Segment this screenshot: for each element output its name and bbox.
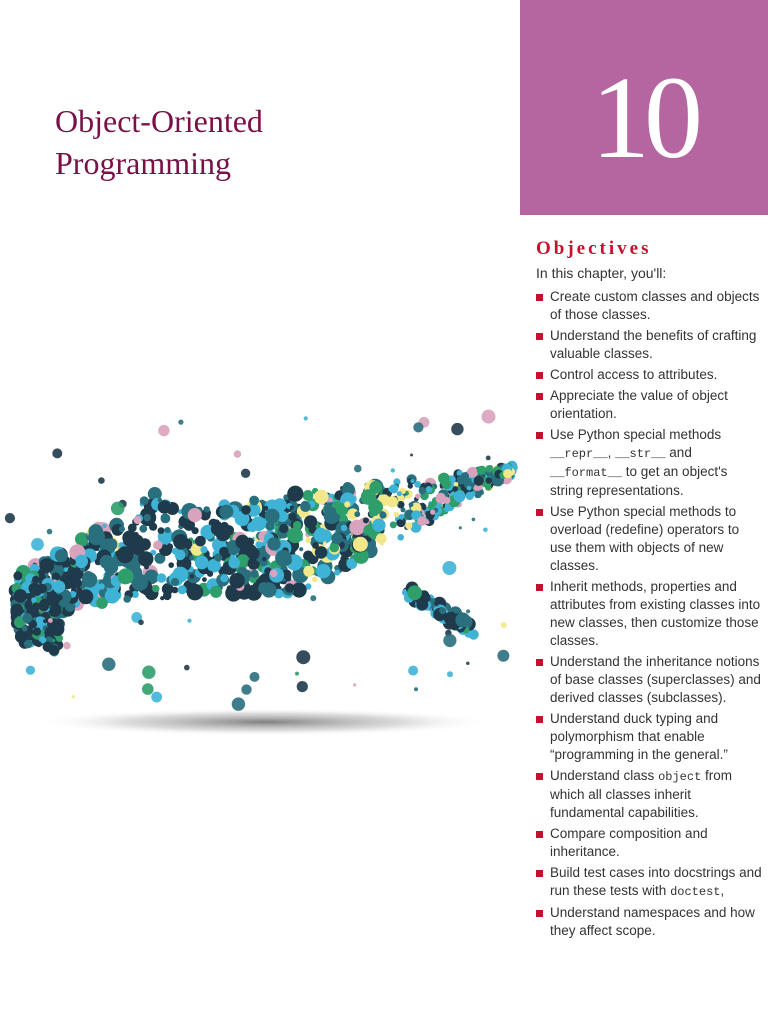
objective-item bbox=[536, 864, 764, 901]
whale-dot bbox=[399, 514, 404, 519]
whale-dot bbox=[138, 620, 144, 626]
objective-item bbox=[536, 327, 764, 363]
whale-dot bbox=[483, 528, 488, 533]
whale-dot bbox=[26, 666, 35, 675]
whale-dot bbox=[190, 574, 195, 579]
whale-dot bbox=[472, 518, 476, 522]
whale-dot bbox=[299, 547, 303, 551]
whale-dot bbox=[234, 450, 242, 458]
whale-dot bbox=[219, 547, 229, 557]
whale-dot bbox=[442, 561, 456, 575]
whale-dot bbox=[468, 629, 478, 639]
code-term: __format__ bbox=[550, 466, 623, 480]
whale-dot bbox=[372, 519, 385, 532]
whale-dot bbox=[503, 469, 512, 478]
objectives-intro: In this chapter, you'll: bbox=[536, 265, 667, 281]
whale-dot bbox=[72, 695, 75, 698]
whale-dot bbox=[482, 410, 496, 424]
whale-dot bbox=[353, 683, 356, 686]
whale-dot bbox=[53, 581, 66, 594]
whale-dot bbox=[171, 578, 179, 586]
whale-dot bbox=[139, 525, 147, 533]
whale-dot bbox=[82, 572, 98, 588]
whale-dot bbox=[88, 528, 105, 545]
whale-dot bbox=[443, 497, 450, 504]
code-term: __str__ bbox=[615, 447, 666, 461]
whale-dot bbox=[184, 665, 190, 671]
whale-dot bbox=[410, 454, 413, 457]
whale-dot bbox=[250, 570, 258, 578]
whale-dot bbox=[75, 555, 88, 568]
whale-dot bbox=[224, 525, 234, 535]
whale-dot bbox=[157, 573, 167, 583]
whale-dot bbox=[229, 573, 245, 589]
whale-dot bbox=[405, 522, 412, 529]
whale-dot bbox=[133, 532, 138, 537]
whale-dot bbox=[419, 487, 427, 495]
whale-dot bbox=[410, 479, 414, 483]
whale-dot bbox=[408, 666, 418, 676]
whale-dot bbox=[389, 484, 398, 493]
objective-item bbox=[536, 767, 764, 822]
objective-text: Understand the inheritance notions of base classes (superclasses) and derived classes (subclasses). bbox=[550, 654, 761, 705]
whale-dot bbox=[312, 577, 318, 583]
objective-text: to get an object's string representations. bbox=[550, 464, 728, 498]
code-term: object bbox=[658, 770, 702, 784]
whale-dot bbox=[497, 650, 509, 662]
objective-text: Understand namespaces and how they affect scope. bbox=[550, 905, 755, 938]
whale-dot bbox=[195, 536, 206, 547]
whale-dot bbox=[235, 535, 249, 549]
whale-dot bbox=[54, 619, 64, 629]
whale-dot bbox=[353, 537, 368, 552]
whale-dot bbox=[265, 509, 280, 524]
whale-dot bbox=[310, 595, 316, 601]
whale-dot bbox=[451, 423, 463, 435]
objective-text: Compare composition and inheritance. bbox=[550, 826, 708, 859]
whale-dot bbox=[354, 465, 362, 473]
whale-dot bbox=[187, 584, 204, 601]
whale-dot bbox=[390, 521, 397, 528]
whale-dot bbox=[304, 416, 308, 420]
objective-item bbox=[536, 366, 764, 384]
whale-dot bbox=[416, 599, 428, 611]
whale-dot bbox=[241, 469, 250, 478]
whale-dot bbox=[14, 589, 28, 603]
whale-dot bbox=[474, 476, 484, 486]
whale-dot bbox=[200, 546, 207, 553]
whale-dot bbox=[31, 538, 44, 551]
whale-dot bbox=[287, 486, 303, 502]
objective-item bbox=[536, 653, 764, 707]
whale-dot bbox=[454, 482, 459, 487]
whale-dot bbox=[172, 587, 179, 594]
whale-dot bbox=[55, 549, 68, 562]
whale-dot bbox=[303, 490, 314, 501]
whale-dot bbox=[267, 537, 280, 550]
whale-dot bbox=[72, 578, 82, 588]
whale-dot bbox=[376, 533, 387, 544]
whale-dot bbox=[105, 538, 117, 550]
whale-dot bbox=[45, 626, 55, 636]
whale-dot bbox=[178, 420, 183, 425]
whale-dot bbox=[78, 589, 93, 604]
whale-dot bbox=[142, 666, 155, 679]
whale-dot bbox=[98, 477, 105, 484]
whale-dot bbox=[387, 496, 398, 507]
objective-item bbox=[536, 904, 764, 940]
whale-dot bbox=[397, 534, 404, 541]
whale-dot bbox=[100, 555, 114, 569]
whale-dot bbox=[98, 583, 104, 589]
whale-dot bbox=[247, 548, 259, 560]
whale-dot bbox=[165, 527, 171, 533]
chapter-title-line2: Programming bbox=[55, 145, 231, 181]
whale-dot bbox=[158, 498, 163, 503]
whale-dot bbox=[434, 601, 439, 606]
whale-dot bbox=[331, 533, 343, 545]
whale-dot bbox=[168, 562, 174, 568]
whale-dot bbox=[232, 697, 245, 710]
whale-dot bbox=[415, 494, 420, 499]
whale-dot bbox=[466, 609, 470, 613]
whale-dot bbox=[262, 557, 266, 561]
whale-dot bbox=[138, 551, 153, 566]
whale-dot bbox=[70, 559, 76, 565]
whale-dot bbox=[314, 528, 328, 542]
whale-dot bbox=[285, 583, 294, 592]
whale-dot bbox=[442, 479, 452, 489]
whale-dot bbox=[459, 526, 462, 529]
whale-dot bbox=[188, 508, 202, 522]
whale-dot bbox=[210, 586, 222, 598]
whale-dot bbox=[43, 619, 47, 623]
whale-dot bbox=[470, 491, 475, 496]
whale-dot bbox=[250, 672, 260, 682]
whale-dot bbox=[290, 505, 294, 509]
whale-dot bbox=[143, 514, 151, 522]
objective-text: Understand duck typing and polymorphism that enable “programming in the general.” bbox=[550, 711, 728, 762]
whale-dot bbox=[5, 513, 15, 523]
whale-dot bbox=[247, 522, 257, 532]
whale-dot bbox=[367, 537, 372, 542]
whale-dot bbox=[270, 570, 278, 578]
whale-dot bbox=[161, 514, 171, 524]
whale-dot bbox=[47, 529, 53, 535]
objective-item bbox=[536, 710, 764, 764]
whale-dot bbox=[439, 607, 446, 614]
whale-dot bbox=[187, 619, 191, 623]
whale-dot bbox=[414, 687, 418, 691]
whale-dot bbox=[295, 672, 299, 676]
objective-item bbox=[536, 387, 764, 423]
whale-dot bbox=[102, 524, 106, 528]
objective-text: Inherit methods, properties and attributes from existing classes into new classes, then customize those classes. bbox=[550, 579, 761, 648]
whale-dot bbox=[158, 527, 165, 534]
objectives-heading: Objectives bbox=[536, 238, 652, 259]
whale-dot bbox=[363, 517, 369, 523]
whale-dot bbox=[204, 506, 210, 512]
whale-dot bbox=[249, 560, 257, 568]
whale-dot bbox=[417, 516, 427, 526]
objectives-list bbox=[536, 288, 764, 943]
whale-dot bbox=[397, 491, 402, 496]
whale-dot bbox=[96, 597, 108, 609]
whale-dot bbox=[249, 496, 259, 506]
whale-dot bbox=[47, 595, 58, 606]
whale-dot bbox=[361, 489, 377, 505]
objective-text: , bbox=[607, 445, 616, 460]
whale-dot bbox=[413, 422, 423, 432]
whale-dot bbox=[407, 585, 422, 600]
objective-item bbox=[536, 288, 764, 324]
whale-dot bbox=[461, 472, 469, 480]
whale-dot bbox=[142, 683, 154, 695]
whale-dot bbox=[32, 576, 40, 584]
whale-dot bbox=[163, 592, 172, 601]
objective-text: Understand class bbox=[550, 768, 659, 783]
whale-dot bbox=[301, 501, 310, 510]
whale-dot bbox=[444, 612, 457, 625]
chapter-title bbox=[55, 100, 263, 184]
whale-dot bbox=[111, 502, 125, 516]
whale-dot bbox=[467, 486, 472, 491]
objective-text: Appreciate the value of object orientation. bbox=[550, 388, 728, 421]
whale-dot bbox=[202, 577, 207, 582]
whale-dot bbox=[153, 541, 162, 550]
objective-text: Use Python special methods bbox=[550, 427, 722, 442]
objective-item bbox=[536, 426, 764, 500]
whale-dot bbox=[380, 512, 387, 519]
whale-dot bbox=[354, 511, 360, 517]
whale-dot bbox=[341, 525, 347, 531]
whale-dot bbox=[414, 481, 421, 488]
whale-dot bbox=[38, 601, 49, 612]
whale-dot bbox=[219, 505, 233, 519]
whale-dot bbox=[486, 456, 491, 461]
whale-dot-illustration bbox=[0, 400, 520, 740]
whale-dot bbox=[152, 585, 159, 592]
whale-dot bbox=[447, 671, 453, 677]
whale-dot bbox=[29, 583, 40, 594]
objective-item bbox=[536, 503, 764, 575]
whale-dot bbox=[397, 519, 403, 525]
whale-dot bbox=[241, 505, 251, 515]
whale-dot bbox=[304, 515, 317, 528]
objective-text: Build test cases into docstrings and run these tests with bbox=[550, 865, 762, 898]
whale-dot bbox=[275, 550, 292, 567]
whale-dot bbox=[349, 520, 365, 536]
whale-shadow bbox=[35, 708, 495, 736]
code-term: doctest bbox=[670, 885, 721, 899]
whale-dot bbox=[486, 477, 493, 484]
whale-dot bbox=[485, 465, 492, 472]
whale-dot bbox=[134, 516, 142, 524]
whale-dot bbox=[391, 468, 395, 472]
whale-dot bbox=[173, 534, 188, 549]
whale-dot bbox=[24, 640, 33, 649]
whale-dot bbox=[261, 582, 276, 597]
whale-dot bbox=[287, 527, 303, 543]
whale-dot bbox=[195, 556, 209, 570]
chapter-title-line1: Object-Oriented bbox=[55, 103, 263, 139]
whale-dot bbox=[52, 448, 62, 458]
whale-dot bbox=[409, 502, 414, 507]
whale-dot bbox=[31, 597, 36, 602]
whale-dot bbox=[228, 557, 240, 569]
whale-dot bbox=[430, 510, 435, 515]
whale-dot bbox=[123, 595, 131, 603]
whale-dot bbox=[13, 571, 22, 580]
whale-dot bbox=[253, 583, 259, 589]
whale-dot bbox=[394, 512, 400, 518]
whale-dot bbox=[118, 568, 134, 584]
whale-dot bbox=[33, 628, 41, 636]
whale-dot bbox=[63, 642, 71, 650]
whale-dot bbox=[36, 641, 42, 647]
whale-dot bbox=[444, 506, 450, 512]
whale-dot bbox=[334, 570, 340, 576]
whale-dot bbox=[479, 490, 484, 495]
whale-dot bbox=[443, 634, 456, 647]
whale-dot bbox=[10, 604, 23, 617]
code-term: __repr__ bbox=[550, 447, 608, 461]
whale-dot bbox=[454, 490, 466, 502]
whale-dot bbox=[452, 486, 458, 492]
whale-dot bbox=[316, 564, 330, 578]
whale-dot bbox=[455, 613, 470, 628]
whale-dot bbox=[328, 498, 333, 503]
whale-dot bbox=[220, 574, 228, 582]
whale-dot bbox=[501, 622, 507, 628]
whale-dot bbox=[314, 490, 329, 505]
whale-dot bbox=[477, 466, 486, 475]
whale-dot bbox=[255, 541, 262, 548]
whale-dot bbox=[178, 585, 187, 594]
whale-dot bbox=[241, 684, 251, 694]
objective-item bbox=[536, 825, 764, 861]
whale-dot bbox=[344, 501, 350, 507]
whale-dot bbox=[279, 524, 288, 533]
whale-dot bbox=[48, 618, 53, 623]
objective-text: Control access to attributes. bbox=[550, 367, 718, 382]
objective-text: Create custom classes and objects of those classes. bbox=[550, 289, 760, 322]
objective-text: and bbox=[665, 445, 692, 460]
whale-dot bbox=[140, 496, 149, 505]
whale-dot bbox=[158, 425, 169, 436]
chapter-number: 10 bbox=[591, 52, 697, 183]
whale-dot bbox=[49, 645, 60, 656]
whale-dot bbox=[64, 567, 69, 572]
whale-dot bbox=[263, 506, 268, 511]
objective-item bbox=[536, 578, 764, 650]
objective-text: Use Python special methods to overload (redefine) operators to use them with objects of new classes. bbox=[550, 504, 740, 573]
whale-dot bbox=[289, 513, 297, 521]
whale-dot bbox=[117, 546, 134, 563]
whale-dot bbox=[303, 566, 314, 577]
whale-dot bbox=[119, 526, 125, 532]
whale-dot bbox=[286, 576, 292, 582]
whale-dot bbox=[207, 571, 213, 577]
whale-dot bbox=[297, 681, 308, 692]
whale-dot bbox=[172, 548, 179, 555]
whale-dot bbox=[315, 546, 328, 559]
whale-dot bbox=[22, 626, 28, 632]
chapter-number-box bbox=[520, 0, 768, 215]
whale-dot bbox=[151, 692, 162, 703]
whale-dot bbox=[426, 486, 433, 493]
objective-text: Understand the benefits of crafting valuable classes. bbox=[550, 328, 757, 361]
objective-text: , bbox=[720, 883, 725, 898]
whale-dot bbox=[466, 662, 469, 665]
whale-dots bbox=[5, 410, 518, 711]
objective-text: from which all classes inherit fundamental capabilities. bbox=[550, 768, 733, 820]
whale-dot bbox=[305, 537, 311, 543]
whale-dot bbox=[329, 543, 339, 553]
whale-dot bbox=[296, 650, 310, 664]
whale-dot bbox=[22, 613, 32, 623]
whale-dot bbox=[102, 658, 115, 671]
